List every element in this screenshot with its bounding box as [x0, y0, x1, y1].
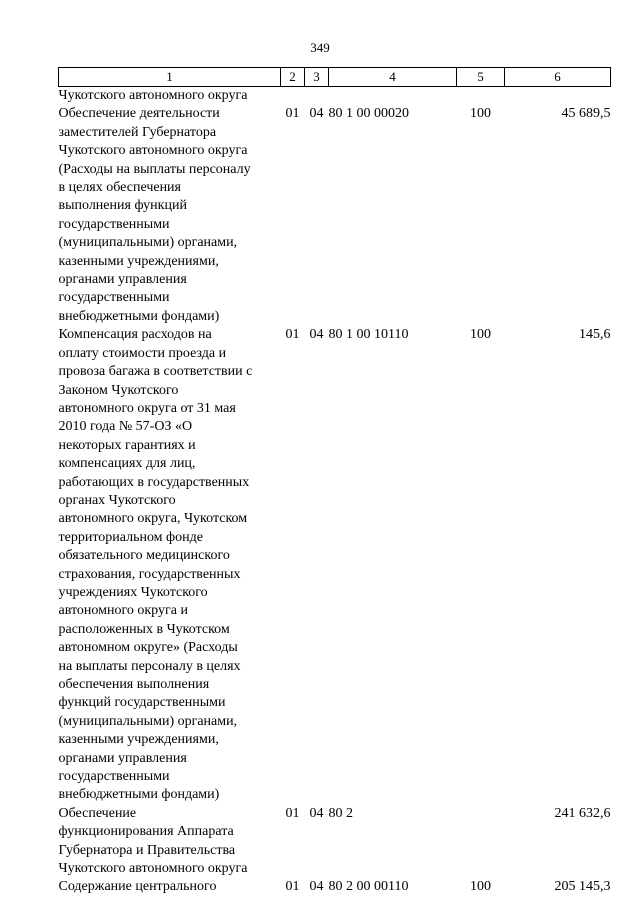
expense-type-code-cell: 100 [470, 106, 491, 122]
target-article-code-cell: 80 2 00 00110 [328, 879, 409, 895]
expense-type-code-cell: 100 [470, 327, 491, 343]
subsection-code-cell: 04 [309, 879, 324, 895]
section-code-cell: 01 [285, 805, 300, 821]
column-header-1: 1 [59, 68, 281, 87]
row-name-line: Чукотского автономного округа [58, 143, 248, 159]
row-name-line: Законом Чукотского [58, 382, 179, 398]
target-article-code-cell [329, 87, 457, 106]
amount-cell: 45 689,5 [561, 106, 611, 122]
row-name-line: провоза багажа в соответствии с [58, 364, 253, 380]
row-name-line: органами управления [58, 750, 187, 766]
row-name-line: Обеспечение [58, 805, 137, 821]
table-row [59, 805, 611, 879]
row-name-line: (муниципальными) органами, [58, 713, 238, 729]
target-article-code-cell: 80 1 00 10110 [328, 327, 409, 343]
section-code-cell [281, 87, 305, 106]
row-name-line: (муниципальными) органами, [58, 235, 238, 251]
row-name-line: функций государственными [58, 695, 226, 711]
subsection-code-cell: 04 [309, 805, 324, 821]
section-code-cell: 01 [285, 879, 300, 895]
row-name-line: заместителей Губернатора [58, 124, 217, 140]
row-name-line: Содержание центрального [58, 879, 217, 895]
row-name-line: Чукотского автономного округа [58, 861, 248, 877]
column-header-5: 5 [457, 68, 505, 87]
row-name-line: государственными [58, 290, 170, 306]
row-name-cell [59, 87, 281, 106]
row-name-line: учреждениях Чукотского [58, 584, 208, 600]
budget-table [58, 67, 611, 897]
table-body [59, 87, 611, 897]
row-name-line: казенными учреждениями, [58, 732, 219, 748]
subsection-code-cell: 04 [309, 327, 324, 343]
row-name-line: Обеспечение деятельности [58, 106, 220, 122]
amount-cell: 205 145,3 [554, 879, 611, 895]
table-row [59, 878, 611, 896]
row-name-line: компенсациях для лиц, [58, 456, 196, 472]
target-article-code-cell: 80 1 00 00020 [328, 106, 409, 122]
row-name-line: оплату стоимости проезда и [58, 345, 227, 361]
expense-type-code-cell: 100 [470, 879, 491, 895]
target-article-code-cell: 80 2 [328, 805, 353, 821]
row-name-line: Чукотского автономного округа [58, 88, 248, 103]
row-name-line: выполнения функций [58, 198, 187, 214]
table-row [59, 326, 611, 805]
table-row [59, 87, 611, 106]
row-name-line: в целях обеспечения [58, 180, 181, 196]
row-name-line: функционирования Аппарата [58, 824, 234, 840]
row-name-line: Компенсация расходов на [58, 327, 212, 343]
row-name-line: автономном округе» (Расходы [58, 640, 238, 656]
column-header-2: 2 [281, 68, 305, 87]
row-name-line: органах Чукотского [58, 492, 176, 508]
subsection-code-cell: 04 [309, 106, 324, 122]
amount-cell: 241 632,6 [554, 805, 611, 821]
column-header-6: 6 [505, 68, 611, 87]
row-name-cell [59, 805, 281, 879]
amount-cell [505, 87, 611, 106]
row-name-line: на выплаты персоналу в целях [58, 658, 241, 674]
table-header-row [59, 68, 611, 87]
row-name-line: внебюджетными фондами) [58, 308, 220, 324]
section-code-cell: 01 [285, 327, 300, 343]
subsection-code-cell [305, 87, 329, 106]
row-name-line: расположенных в Чукотском [58, 621, 230, 637]
row-name-line: государственными [58, 216, 170, 232]
row-name-line: территориальном фонде [58, 529, 203, 545]
row-name-line: автономного округа, Чукотском [58, 511, 248, 527]
row-name-line: работающих в государственных [58, 474, 250, 490]
row-name-cell [59, 105, 281, 326]
amount-cell: 145,6 [579, 327, 611, 343]
row-name-line: обязательного медицинского [58, 548, 230, 564]
row-name-line: страхования, государственных [58, 566, 241, 582]
row-name-line: внебюджетными фондами) [58, 787, 220, 803]
row-name-cell [59, 878, 281, 896]
row-name-cell [59, 326, 281, 805]
column-header-4: 4 [329, 68, 457, 87]
row-name-line: обеспечения выполнения [58, 677, 210, 692]
table-row [59, 105, 611, 326]
page-number: 349 [310, 40, 330, 55]
row-name-line: Губернатора и Правительства [58, 842, 236, 858]
row-name-line: казенными учреждениями, [58, 253, 219, 269]
row-name-line: (Расходы на выплаты персоналу [58, 161, 251, 177]
column-header-3: 3 [305, 68, 329, 87]
row-name-line: автономного округа и [58, 603, 188, 619]
row-name-line: государственными [58, 769, 170, 785]
section-code-cell: 01 [285, 106, 300, 122]
row-name-line: органами управления [58, 272, 187, 288]
row-name-line: некоторых гарантиях и [58, 437, 196, 453]
expense-type-code-cell [457, 805, 505, 879]
expense-type-code-cell [457, 87, 505, 106]
row-name-line: автономного округа от 31 мая [58, 400, 236, 416]
row-name-line: 2010 года № 57-ОЗ «О [58, 419, 193, 435]
